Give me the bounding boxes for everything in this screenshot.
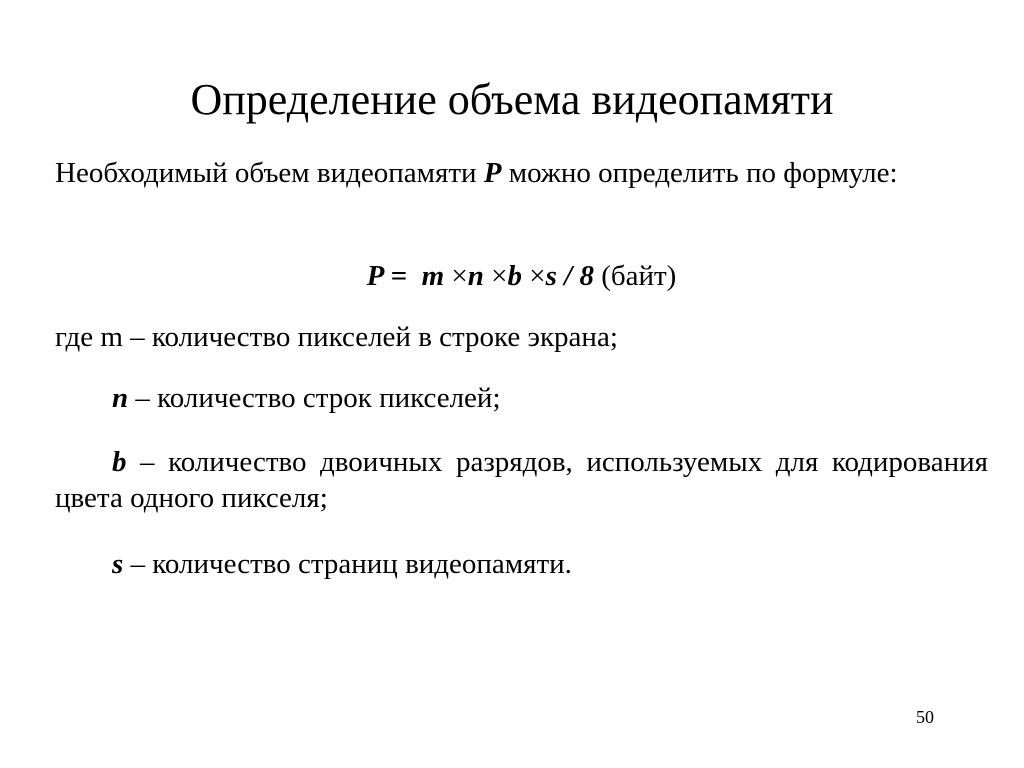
formula-b: b (507, 260, 522, 292)
page-number: 50 (916, 707, 934, 727)
formula (55, 258, 988, 294)
intro-paragraph (55, 155, 988, 191)
definition-n (55, 380, 988, 416)
formula-m: m (421, 260, 445, 292)
formula-lhs: P = (366, 260, 408, 292)
definition-s-text: – количество страниц видеопамяти. (123, 548, 572, 580)
definition-s-variable: s (112, 548, 124, 580)
formula-unit: (байт) (601, 260, 677, 292)
formula-eight: 8 (579, 260, 594, 292)
intro-text-after: можно определить по формуле: (501, 157, 898, 189)
where-line: где m – количество пикселей в строке экрана; (55, 321, 618, 353)
definition-s (55, 546, 988, 582)
formula-s: s (545, 260, 557, 292)
definition-n-text: – количество строк пикселей; (128, 382, 501, 414)
formula-n: n (467, 260, 484, 292)
formula-divide: / (564, 260, 573, 292)
definition-n-variable: n (112, 382, 129, 414)
formula-times-3: × (529, 260, 546, 292)
intro-text-before: Необходимый объем видеопамяти (55, 157, 484, 189)
slide-title: Определение объема видеопамяти (190, 75, 834, 124)
definition-b-text: – количество двоичных разрядов, используемых для кодирования цвета одного пикселя; (55, 446, 988, 514)
formula-times-2: × (491, 260, 508, 292)
definition-b (55, 444, 988, 516)
definition-b-variable: b (112, 446, 127, 478)
intro-variable-p: P (483, 157, 502, 189)
formula-times-1: × (451, 260, 468, 292)
